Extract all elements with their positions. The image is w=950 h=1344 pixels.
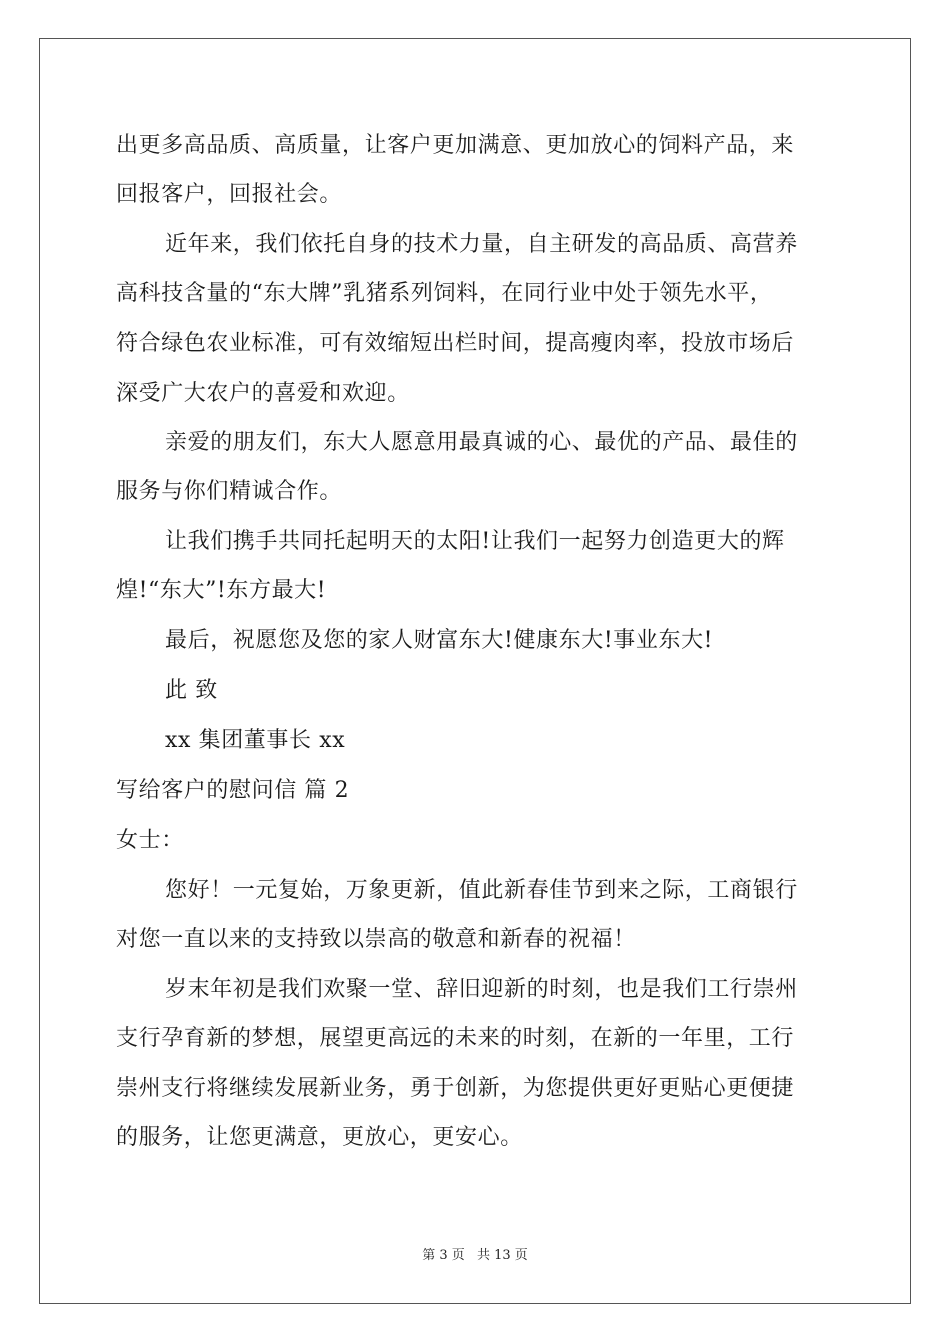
paragraph-start: 岁末年初是我们欢聚一堂、辞旧迎新的时刻，也是我们工行崇州 [165,977,798,1002]
paragraph-start: 亲爱的朋友们，东大人愿意用最真诚的心、最优的产品、最佳的 [165,430,798,455]
text-line: 的服务，让您更满意，更放心，更安心。 [116,1125,523,1150]
text-line: 高科技含量的“东大牌”乳猪系列饲料，在同行业中处于领先水平， [116,281,773,306]
text-line: 服务与你们精诚合作。 [116,479,343,504]
paragraph-start: 让我们携手共同托起明天的太阳!让我们一起努力创造更大的辉 [165,529,785,554]
greeting: 女士： [116,828,184,853]
paragraph-start: 您好！一元复始，万象更新，值此新春佳节到来之际，工商银行 [165,878,798,903]
text-line: 回报客户，回报社会。 [116,182,343,207]
page-footer [0,1247,950,1265]
text-line: 深受广大农户的喜爱和欢迎。 [116,381,410,406]
page-number: 第 3 页 [422,1248,465,1263]
page-total: 共 13 页 [476,1248,528,1263]
section-heading: 写给客户的慰问信 篇 2 [116,778,350,803]
text-line: 崇州支行将继续发展新业务，勇于创新，为您提供更好更贴心更便捷 [116,1076,795,1101]
paragraph-start: 近年来，我们依托自身的技术力量，自主研发的高品质、高营养 [165,232,798,257]
closing-salutation: 此 致 [165,678,218,703]
text-line: 支行孕育新的梦想，展望更高远的未来的时刻，在新的一年里，工行 [116,1026,795,1051]
text-line: 符合绿色农业标准，可有效缩短出栏时间，提高瘦肉率，投放市场后 [116,331,795,356]
signature: xx 集团董事长 xx [165,728,346,753]
paragraph-start: 最后，祝愿您及您的家人财富东大!健康东大!事业东大! [165,628,714,653]
text-line: 煌!“东大”!东方最大! [116,578,327,603]
text-line: 对您一直以来的支持致以崇高的敬意和新春的祝福！ [116,927,636,952]
text-line: 出更多高品质、高质量，让客户更加满意、更加放心的饲料产品，来 [116,133,795,158]
